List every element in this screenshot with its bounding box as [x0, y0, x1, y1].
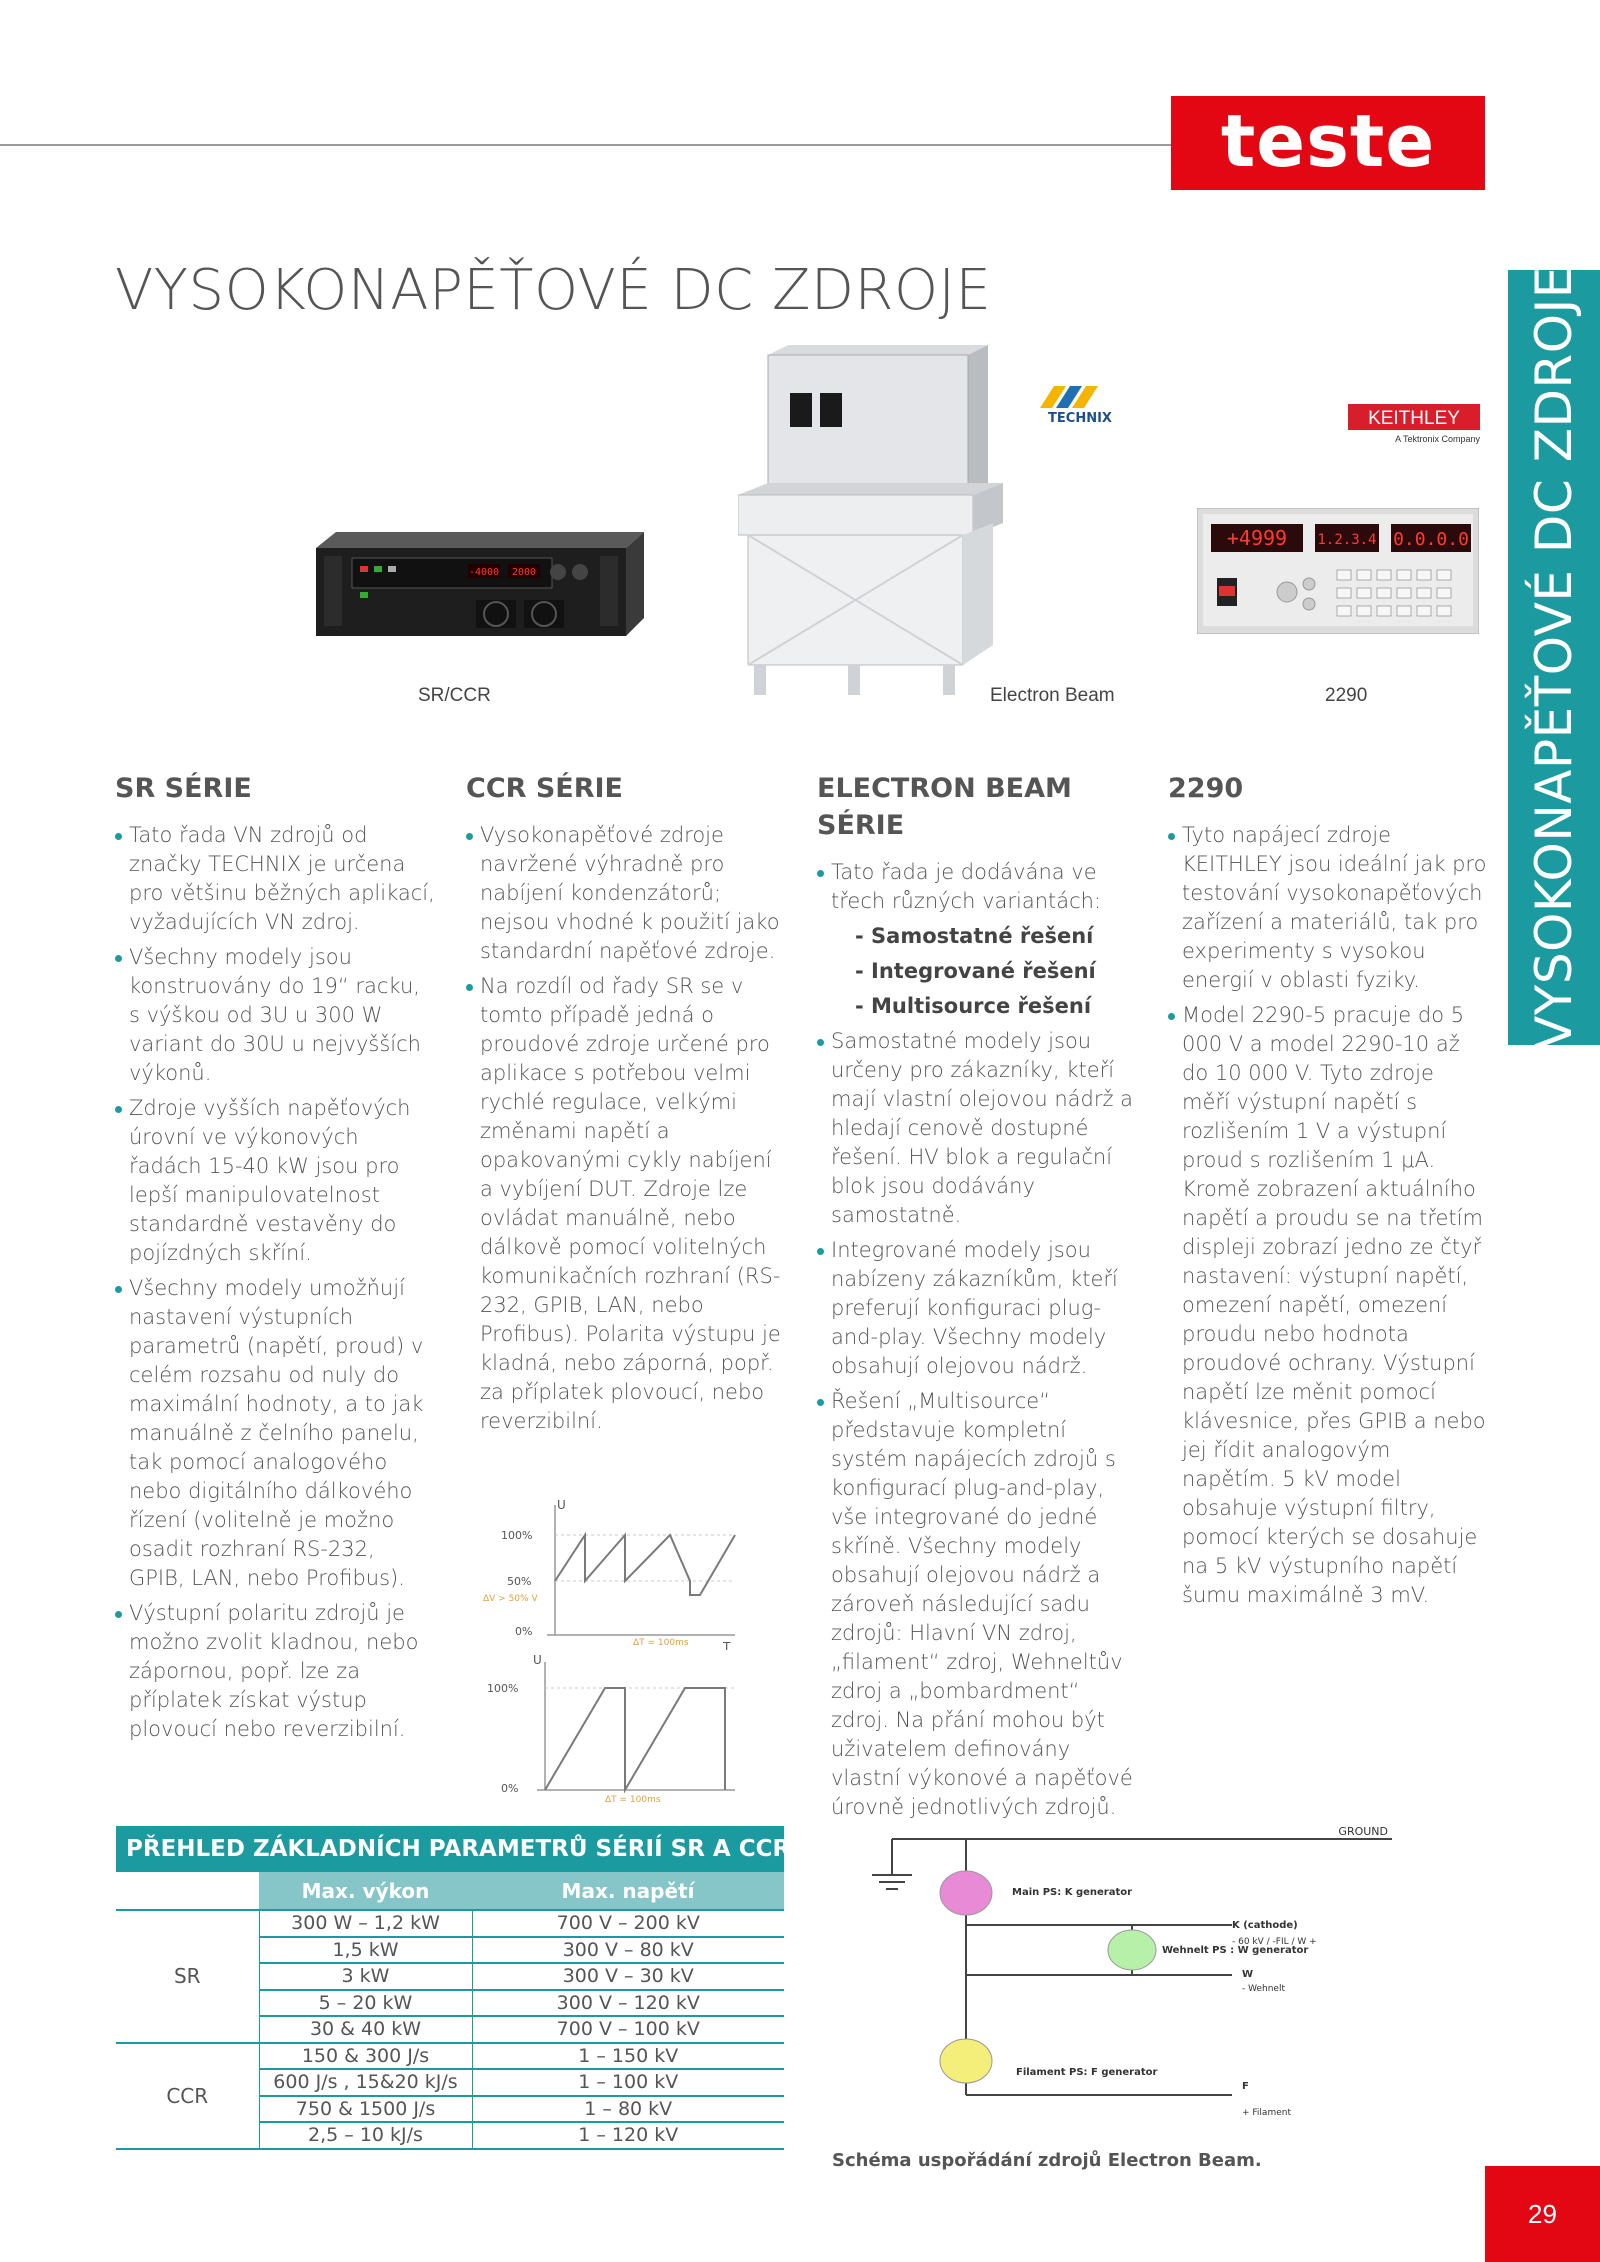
page-number: 29: [1485, 2166, 1600, 2262]
list-item: Všechny modely jsou konstruovány do 19“ racku, s výškou od 3U u 300 W variant do 30U u nejvyšších výkonů.: [115, 943, 435, 1088]
schema-w-sub: - Wehnelt: [1242, 1984, 1285, 1994]
table-cell: 150 & 300 J/s: [259, 2043, 472, 2070]
electron-beam-series-title: ELECTRON BEAM SÉRIE: [817, 773, 1072, 841]
schema-w-label: W: [1242, 1969, 1254, 1980]
table-cell: 300 V – 120 kV: [472, 1990, 784, 2017]
graph2-y-axis-label: U: [533, 1653, 542, 1667]
electron-beam-schematic: [832, 1825, 1452, 2150]
keithley-mid-readout: 1.2.3.4: [1317, 532, 1377, 548]
side-section-tab: [1508, 265, 1600, 1050]
ccr-series-title: CCR SÉRIE: [466, 773, 623, 804]
ccr-series-column: [466, 770, 786, 1442]
table-cell: 700 V – 100 kV: [472, 2016, 784, 2043]
caption-electron-beam: Electron Beam: [990, 685, 1115, 706]
schema-main-ps-label: Main PS: K generator: [1012, 1887, 1133, 1898]
electron-beam-series-column: [817, 770, 1142, 1828]
table-cell: 300 V – 30 kV: [472, 1963, 784, 1990]
side-tab-label: VYSOKONAPĚŤOVÉ DC ZDROJE: [1525, 265, 1583, 1050]
keithley-logo-subtitle: A Tektronix Company: [1395, 434, 1480, 444]
graph2-delta-t: ΔT = 100ms: [605, 1795, 661, 1802]
variant-list: [817, 922, 1142, 1021]
model-2290-column: [1168, 770, 1488, 1616]
table-cell: 700 V – 200 kV: [472, 1910, 784, 1937]
table-cell: 1 – 80 kV: [472, 2096, 784, 2123]
table-cell: 1,5 kW: [259, 1937, 472, 1964]
schema-f-sub: + Filament: [1242, 2108, 1291, 2118]
table-cell: 300 W – 1,2 kW: [259, 1910, 472, 1937]
electron-beam-device-image: [738, 345, 1003, 695]
sr-ccr-device-image: [316, 532, 644, 636]
ccr-charging-graph-2: [475, 1652, 755, 1802]
list-item: Tyto napájecí zdroje KEITHLEY jsou ideální jak pro testování vysokonapěťových zařízení a materiálů, tak pro experimenty s vysokou energií v oblasti fyziky.: [1168, 821, 1488, 995]
caption-2290: 2290: [1325, 685, 1368, 706]
table-cell: 5 – 20 kW: [259, 1990, 472, 2017]
technix-logo-text: TECHNIX: [1048, 411, 1112, 426]
table-cell: 2,5 – 10 kJ/s: [259, 2122, 472, 2149]
graph1-y-50: 50%: [507, 1575, 532, 1588]
sr-series-column: [115, 770, 435, 1750]
list-item: Tato řada VN zdrojů od značky TECHNIX je určena pro většinu běžných aplikací, vyžadujících VN zdroj.: [115, 821, 435, 937]
sr-current-readout: 2000: [511, 567, 537, 578]
ccr-charging-graph-1: [475, 1495, 755, 1650]
schema-wehnelt-ps-label: Wehnelt PS : W generator: [1162, 1945, 1309, 1956]
model-2290-title: 2290: [1168, 773, 1244, 804]
schema-caption: Schéma uspořádání zdrojů Electron Beam.: [832, 2150, 1262, 2171]
keithley-voltage-readout: +4999: [1226, 526, 1288, 550]
graph1-y-0: 0%: [515, 1625, 533, 1638]
variant-item: - Multisource řešení: [855, 994, 1092, 1018]
table-cell: 30 & 40 kW: [259, 2016, 472, 2043]
sr-voltage-readout: -4000: [468, 567, 500, 578]
parameters-table: [116, 1872, 784, 2150]
table-cell: 600 J/s , 15&20 kJ/s: [259, 2069, 472, 2096]
keithley-2290-device-image: [1197, 508, 1479, 634]
table-cell: 1 – 100 kV: [472, 2069, 784, 2096]
sr-series-title: SR SÉRIE: [115, 773, 252, 804]
table-header-blank: [116, 1872, 259, 1910]
schema-f-label: F: [1242, 2081, 1249, 2092]
variant-item: - Integrované řešení: [855, 959, 1096, 983]
list-item: Zdroje vyšších napěťových úrovní ve výkonových řadách 15-40 kW jsou pro lepší manipulovatelnost standardně vestavěny do pojízdných skříní.: [115, 1094, 435, 1268]
list-item: Výstupní polaritu zdrojů je možno zvolit kladnou, nebo zápornou, popř. lze za příplatek získat výstup plovoucí nebo reverzibilní.: [115, 1599, 435, 1744]
schema-filament-ps-label: Filament PS: F generator: [1016, 2067, 1158, 2078]
schema-cathode-label: K (cathode): [1232, 1920, 1298, 1931]
keithley-logo-text: KEITHLEY: [1368, 408, 1460, 429]
list-item: Všechny modely umožňují nastavení výstupních parametrů (napětí, proud) v celém rozsahu od nuly do maximální hodnoty, a to jak manuálně z čelního panelu, tak pomocí analogového nebo digitálního dálkového řízení (volitelně je možno osadit rozhraní RS-232, GPIB, LAN, nebo Profibus).: [115, 1274, 435, 1593]
table-cell: 3 kW: [259, 1963, 472, 1990]
keithley-logo: [1348, 404, 1480, 448]
page-title: VYSOKONAPĚŤOVÉ DC ZDROJE: [115, 258, 992, 323]
variant-item: - Samostatné řešení: [855, 924, 1094, 948]
schema-cathode-sub: - 60 kV / -FIL / W +: [1232, 1937, 1317, 1947]
list-item: Řešení „Multisource“ představuje kompletní systém napájecích zdrojů s konfigurací plug-and-play, vše integrované do jedné skříně. Všechny modely obsahují olejovou nádrž a zároveň následující sadu zdrojů: Hlavní VN zdroj, „filament“ zdroj, Wehneltův zdroj a „bombardment“ zdroj. Na přání mohou být uživatelem definovány vlastní výkonové a napěťové úrovně jednotlivých zdrojů.: [817, 1387, 1142, 1822]
graph1-delta-t: ΔT = 100ms: [633, 1638, 689, 1648]
table-cell: 750 & 1500 J/s: [259, 2096, 472, 2123]
graph2-y-100: 100%: [487, 1682, 519, 1695]
list-item: Model 2290-5 pracuje do 5 000 V a model 2290-10 až do 10 000 V. Tyto zdroje měří výstupní napětí s rozlišením 1 V a výstupní proud s rozlišením 1 μA. Kromě zobrazení aktuálního napětí a proudu se na třetím displeji zobrazí jedno ze čtyř nastavení: výstupní napětí, omezení napětí, omezení proudu nebo hodnota proudové ochrany. Výstupní napětí lze měnit pomocí klávesnice, přes GPIB a nebo jej řídit analogovým napětím. 5 kV model obsahuje výstupní filtry, pomocí kterých se dosahuje na 5 kV výstupního napětí šumu maximálně 3 mV.: [1168, 1001, 1488, 1610]
graph1-delta-v: ΔV > 50% V: [483, 1594, 538, 1604]
table-group-label: CCR: [116, 2043, 259, 2149]
graph2-y-0: 0%: [501, 1782, 519, 1795]
list-item: Na rozdíl od řady SR se v tomto případě jedná o proudové zdroje určené pro aplikace s potřebou velmi rychlé regulace, velkými změnami napětí a opakovanými cykly nabíjení a vybíjení DUT. Zdroje lze ovládat manuálně, nebo dálkově pomocí volitelných komunikačních rozhraní (RS-232, GPIB, LAN, nebo Profibus). Polarita výstupu je kladná, nebo záporná, popř. za příplatek plovoucí, nebo reverzibilní.: [466, 972, 786, 1436]
table-cell: 300 V – 80 kV: [472, 1937, 784, 1964]
keithley-current-readout: 0.0.0.0: [1393, 529, 1469, 550]
schema-ground-label: GROUND: [1338, 1825, 1388, 1838]
table-cell: 1 – 150 kV: [472, 2043, 784, 2070]
table-cell: 1 – 120 kV: [472, 2122, 784, 2149]
table-header-power: Max. výkon: [259, 1872, 472, 1910]
technix-logo: [1040, 386, 1120, 428]
list-item: Tato řada je dodávána ve třech různých variantách:: [817, 858, 1142, 916]
graph1-y-axis-label: U: [557, 1498, 566, 1512]
caption-sr-ccr: SR/CCR: [418, 685, 491, 706]
table-group-label: SR: [116, 1910, 259, 2043]
brand-logo: teste: [1171, 96, 1485, 190]
graph1-y-100: 100%: [501, 1529, 533, 1542]
table-header-voltage: Max. napětí: [472, 1872, 784, 1910]
list-item: Vysokonapěťové zdroje navržené výhradně pro nabíjení kondenzátorů; nejsou vhodné k použití jako standardní napěťové zdroje.: [466, 821, 786, 966]
list-item: Samostatné modely jsou určeny pro zákazníky, kteří mají vlastní olejovou nádrž a hledají cenově dostupné řešení. HV blok a regulační blok jsou dodávány samostatně.: [817, 1027, 1142, 1230]
list-item: Integrované modely jsou nabízeny zákazníkům, kteří preferují konfiguraci plug-and-play. Všechny modely obsahují olejovou nádrž.: [817, 1236, 1142, 1381]
parameters-table-title: PŘEHLED ZÁKLADNÍCH PARAMETRŮ SÉRIÍ SR A CCR: [116, 1826, 784, 1872]
graph1-x-axis-label: T: [723, 1640, 731, 1650]
